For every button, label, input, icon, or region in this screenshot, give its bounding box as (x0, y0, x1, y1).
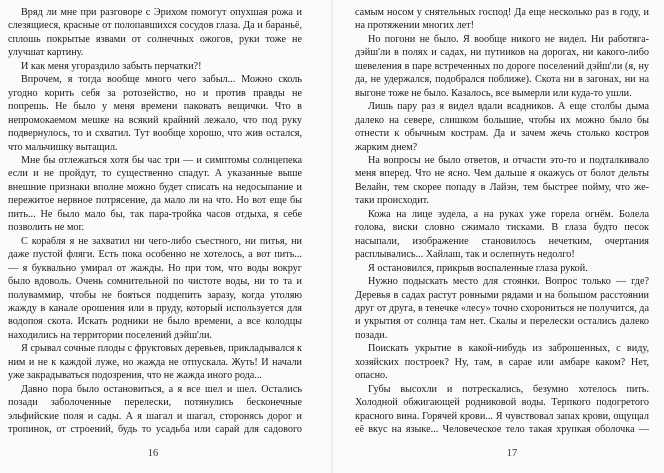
paragraph: С корабля я не захватил ни чего-либо съестного, ни питья, ни даже пустой фляги. Есть пока особенно не хотелось, а вот пить... — я буквально умирал от жажды. Но при том, что воды вокруг было вдоволь. Очень сомнительной по чистоте воды, ни то та и полуваммир, чтобы не бояться подцепить заразу, когда утоляю жажду в канале орошения или в пруду, который используется для водопоя скота. Искать родники не было времени, а все колодцы находились на территории поселений дэйш'ли. (8, 235, 302, 341)
page-number-left: 16 (147, 448, 159, 459)
paragraph: Давно пора было остановиться, а я все шел и шел. Остались позади заболоченные перелески, потянулись бесконечные эльфийские поля и сады. А я шагал и шагал, сторонясь дорог и тропинок, от строений, будь то усадьба или сарай для садового (8, 383, 302, 436)
paragraph: Кожа на лице зудела, а на руках уже горела огнём. Болела голова, виски словно сжимало тисками. В глаза будто песок насыпали, изображение становилось нечетким, очертания расплывались... Хайлаш, так и ослепнуть недолго! (355, 208, 649, 261)
page-number-right: 17 (506, 448, 518, 459)
left-page (8, 6, 302, 436)
paragraph: Но погони не было. Я вообще никого не видел. Ни работяга-дэйш'ли в полях и садах, ни путников на дорогах, ни какого-либо шевеления в паре встреченных по дороге поселений дэйш'ли (я, ну да, не удержался, подобрался поближе). Скота ни в загонах, ни на выгоне тоже не было. Казалось, все вымерли или куда-то ушли. (355, 33, 649, 99)
paragraph: Лишь пару раз я видел вдали всадников. А еще столбы дыма далеко на севере, слишком большие, чтобы их можно было бы отнести к обычным кострам. Да и зачем жечь столько костров жарким днем? (355, 101, 649, 153)
paragraph: Губы высохли и потрескались, безумно хотелось пить. Холодной обжигающей родниковой воды. Терпкого подогретого красного вина. Горячей крови... Я чувствовал запах крови, ощущал её вкус на языке... Человеческое тело такая хрупкая оболочка — (355, 383, 649, 436)
paragraph: Вряд ли мне при разговоре с Эрихом помогут опухшая рожа и слезящиеся, красные от полопавшихся сосудов глаза. Да и бараньё, сплошь покрытые язвами от солнечных ожогов, руки тоже не улучшат картину. (8, 7, 302, 59)
paragraph: И как меня угораздило забыть перчатки?! (21, 60, 202, 72)
book-gutter (331, 0, 333, 473)
right-page (355, 6, 649, 436)
paragraph: Мне бы отлежаться хотя бы час три — и симптомы солнцепека если и не пройдут, то существенно спадут. А указанные выше внешние признаки вполне можно будет списать на недосыпание и пережитое нервное потрясение, да мало ли на что. Но вот еще бы пить... Не было мало бы, так пара-тройка часов отдыха, я себе позволить не мог. (8, 154, 302, 234)
paragraph: Поискать укрытие в какой-нибудь из заброшенных, с виду, хозяйских построек? Ну, там, в сарае или амбаре каком? Нет, опасно. (355, 343, 649, 382)
paragraph: Нужно подыскать место для стоянки. Вопрос только — где? Деревья в садах растут ровными рядами и на большом расстоянии друг от друга, в тенечке «лесу» точно схорониться не получится, да и укрытия от солнца там нет. Скалы и перелески остались далеко позади. (355, 276, 649, 341)
paragraph: Я срывал сочные плоды с фруктовых деревьев, прикладывался к ним и не к каждой луже, но жажда не отпускала. Жуть! И начали уже закрадываться подозрения, что не жажда иного рода... (8, 343, 302, 382)
paragraph-continuation: самым носом у снятельных господ! Да еще несколько раз в году, и на протяжении многих лет! (355, 7, 649, 32)
paragraph: На вопросы не было ответов, и отчасти это-то и подталкивало меня вперед. Что не ясно. Чем дальше я окажусь от болот дельты Велайн, тем скорее попаду в Лайэн, тем быстрее пойму, что же-таки происходит. (355, 154, 649, 207)
paragraph: Впрочем, я тогда вообще много чего забыл... Можно сколь угодно корить себя за ротозейство, но и против правды не попрешь. Не было у меня времени паковать вещички. Что в непромокаемом мешке на всякий крайний лежало, что под руку подвернулось, то и схватил. Тут вообще хорошо, что жив остался, что мальчишку вытащил. (8, 74, 302, 153)
paragraph: Я остановился, прикрыв воспаленные глаза рукой. (368, 262, 588, 274)
